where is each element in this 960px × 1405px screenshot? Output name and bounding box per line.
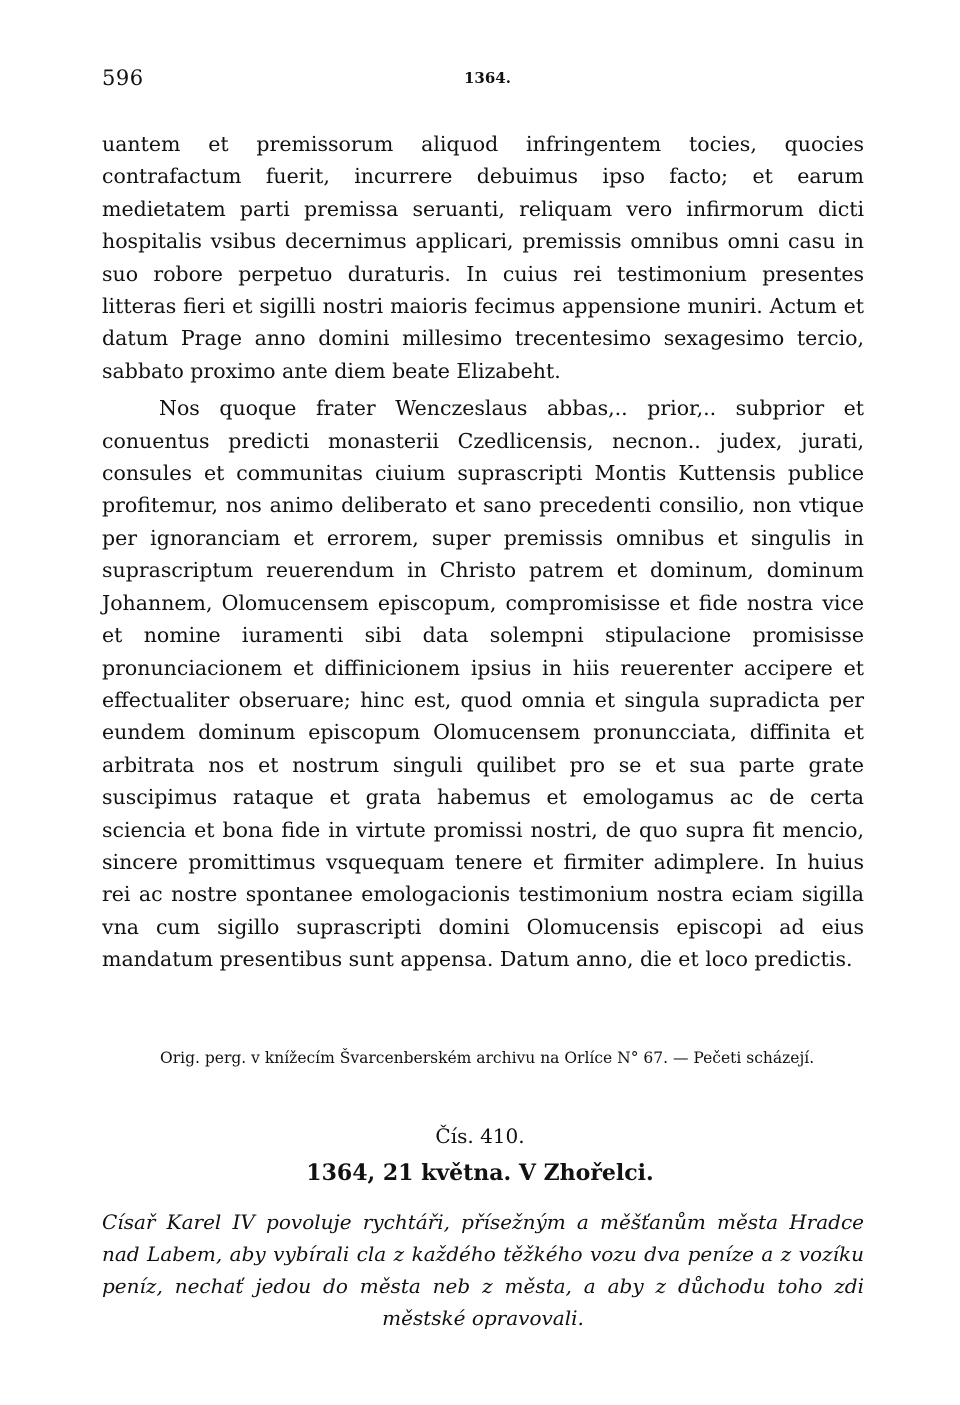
source-note: Orig. perg. v knížecím Švarcenberském archivu na Orlíce N° 67. — Pečeti scházejí. xyxy=(160,1049,815,1067)
page-number: 596 xyxy=(102,66,144,90)
document-number: Čís. 410. xyxy=(435,1124,525,1148)
page-header xyxy=(102,66,862,96)
charter-text xyxy=(102,128,864,976)
charter-paragraph-2: Nos quoque frater Wenczeslaus abbas,.. prior,.. subprior et conuentus predicti monasterii Czedlicensis, necnon.. judex, jurati, consules et communitas ciuium suprascripti Montis Kuttensis publice profitemur, nos animo deliberato et sano precedenti consilio, non vtique per ignoranciam et errorem, super premissis omnibus et singulis in suprascriptum reuerendum in Christo patrem et dominum, dominum Johannem, Olomucensem episcopum, compromisisse et fide nostra vice et nomine iuramenti sibi data solempni stipulacione promisisse pronunciacionem et diffinicionem ipsius in hiis reuerenter accipere et effectualiter obseruare; hinc est, quod omnia et singula supradicta per eundem dominum episcopum Olomucensem pronuncciata, diffinita et arbitrata nos et nostrum singuli quilibet pro se et sua parte grate suscipimus rataque et grata habemus et emologamus ac de certa sciencia et bona fide in virtute promissi nostri, de quo supra fit mencio, sincere promittimus vsquequam tenere et firmiter adimplere. In huius rei ac nostre spontanee emologacionis testimonium nostra eciam sigilla vna cum sigillo suprascripti domini Olomucensis episcopi ad eius mandatum presentibus sunt appensa. Datum anno, die et loco predictis. xyxy=(102,396,864,972)
running-header-year: 1364. xyxy=(464,69,511,87)
document-date-place: 1364, 21 května. V Zhořelci. xyxy=(306,1160,654,1186)
document-regest: Císař Karel IV povoluje rychtáři, přísežným a měšťanům města Hradce nad Labem, aby vybírali cla z každého těžkého vozu dva peníze a z vozíku peníz, nechať jedou do města neb z města, a aby z důchodu toho zdi městské opravovali. xyxy=(102,1210,864,1330)
charter-paragraph-1: uantem et premissorum aliquod infringentem tocies, quocies contrafactum fuerit, incurrere debuimus ipso facto; et earum medietatem parti premissa seruanti, reliquam vero infirmorum dicti hospitalis vsibus decernimus applicari, premissis omnibus omni casu in suo robore perpetuo duraturis. In cuius rei testimonium presentes litteras fieri et sigilli nostri maioris fecimus appensione muniri. Actum et datum Prage anno domini millesimo trecentesimo sexagesimo tercio, sabbato proximo ante diem beate Elizabeht. xyxy=(102,132,864,383)
